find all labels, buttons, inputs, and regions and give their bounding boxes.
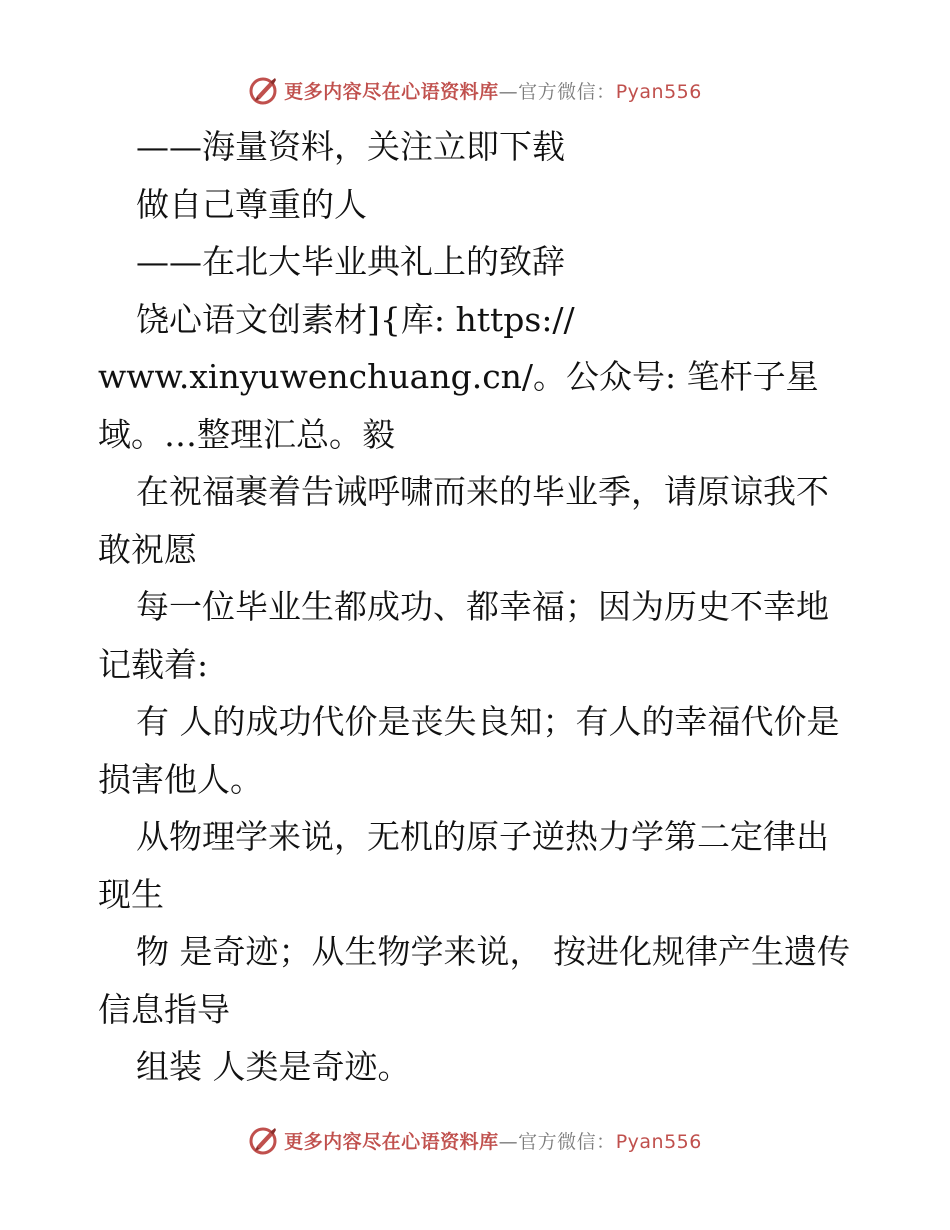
header-banner xyxy=(0,70,950,110)
banner-separator: — xyxy=(498,1130,519,1153)
logo-icon xyxy=(248,1124,280,1156)
paragraph: 在祝福裹着告诫呼啸而来的毕业季，请原谅我不敢祝愿 xyxy=(98,472,829,569)
banner-main-text: 更多内容尽在心语资料库 xyxy=(284,1130,499,1153)
banner-wechat-id: Pyan556 xyxy=(615,80,702,103)
footer-banner xyxy=(0,1120,950,1160)
paragraph: www.xinyuwenchuang.cn/。公众号: 笔杆子星 xyxy=(98,357,819,396)
paragraph: 组装 人类是奇迹。 xyxy=(136,1047,411,1086)
paragraph: 饶心语文创素材]{库: https:// xyxy=(136,299,575,339)
banner-separator: — xyxy=(498,80,519,103)
paragraph: ——海量资料，关注立即下载 xyxy=(136,127,565,166)
banner-wechat-label: 官方微信： xyxy=(518,80,616,103)
paragraph: 物 是奇迹；从生物学来说， 按进化规律产生遗传信息指导 xyxy=(98,932,850,1029)
document-subtitle: ——在北大毕业典礼上的致辞 xyxy=(136,242,565,281)
logo-icon xyxy=(248,74,280,106)
banner-wechat-id: Pyan556 xyxy=(615,1130,702,1153)
paragraph: 有 人的成功代价是丧失良知；有人的幸福代价是损害他人。 xyxy=(98,702,840,799)
paragraph: 每一位毕业生都成功、都幸福；因为历史不幸地记载着: xyxy=(98,587,829,684)
banner-main-text: 更多内容尽在心语资料库 xyxy=(284,80,499,103)
document-body xyxy=(98,118,858,1096)
paragraph: 域。…整理汇总。毅 xyxy=(98,414,395,454)
document-title: 做自己尊重的人 xyxy=(136,184,367,224)
banner-wechat-label: 官方微信： xyxy=(518,1130,616,1153)
paragraph: 从物理学来说，无机的原子逆热力学第二定律出现生 xyxy=(98,817,829,914)
